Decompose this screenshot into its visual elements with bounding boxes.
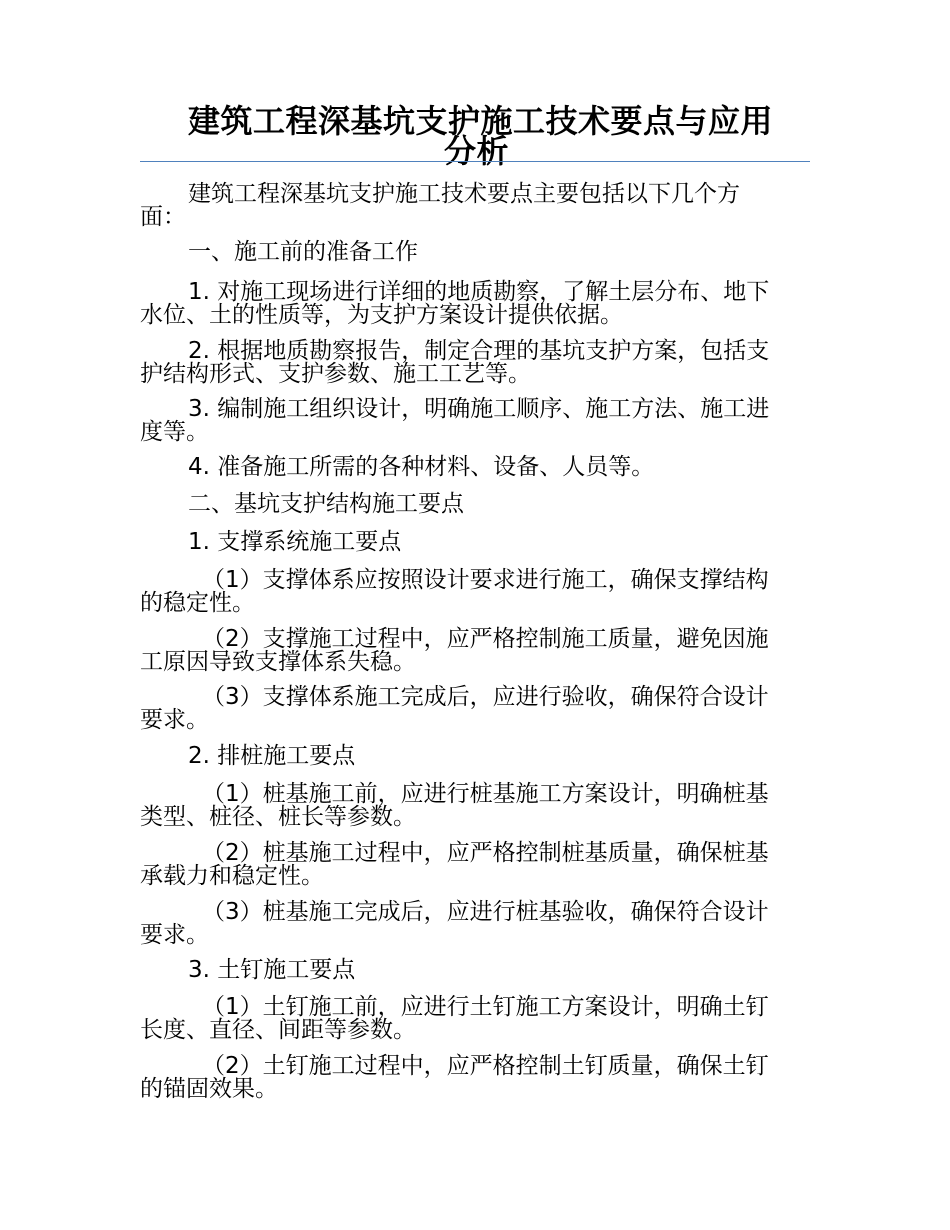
document-title (188, 102, 818, 170)
paragraph: 4. 准备施工所需的各种材料、设备、人员等。 (188, 454, 655, 480)
paragraph: （1）桩基施工前，应进行桩基施工方案设计，明确桩基 类型、桩径、桩长等参数。 (140, 781, 769, 830)
paragraph: 1. 对施工现场进行详细的地质勘察，了解土层分布、地下 水位、土的性质等，为支护方案设计提供依据。 (140, 279, 770, 328)
paragraph: （1）支撑体系应按照设计要求进行施工，确保支撑结构 的稳定性。 (140, 567, 769, 616)
section-heading: 一、施工前的准备工作 (188, 239, 418, 265)
section-heading: 二、基坑支护结构施工要点 (188, 491, 464, 517)
subsection-heading: 1. 支撑系统施工要点 (188, 529, 402, 555)
subsection-heading: 3. 土钉施工要点 (188, 957, 356, 983)
paragraph: （3）支撑体系施工完成后，应进行验收，确保符合设计 要求。 (140, 684, 769, 733)
paragraph: （2）支撑施工过程中，应严格控制施工质量，避免因施 工原因导致支撑体系失稳。 (140, 626, 769, 675)
paragraph: （2）土钉施工过程中，应严格控制土钉质量，确保土钉 的锚固效果。 (140, 1053, 769, 1102)
paragraph: （3）桩基施工完成后，应进行桩基验收，确保符合设计 要求。 (140, 899, 769, 948)
paragraph: 建筑工程深基坑支护施工技术要点主要包括以下几个方 面： (140, 181, 740, 230)
paragraph: （1）土钉施工前，应进行土钉施工方案设计，明确土钉 长度、直径、间距等参数。 (140, 994, 769, 1043)
title-line-2: 分析 (444, 132, 510, 170)
paragraph: 2. 根据地质勘察报告，制定合理的基坑支护方案，包括支 护结构形式、支护参数、施工工艺等。 (140, 338, 770, 387)
title-line-1: 建筑工程深基坑支护施工技术要点与应用 (188, 102, 774, 140)
subsection-heading: 2. 排桩施工要点 (188, 743, 356, 769)
title-underline (140, 161, 810, 162)
paragraph: 3. 编制施工组织设计，明确施工顺序、施工方法、施工进 度等。 (140, 396, 770, 445)
paragraph: （2）桩基施工过程中，应严格控制桩基质量，确保桩基 承载力和稳定性。 (140, 840, 769, 889)
